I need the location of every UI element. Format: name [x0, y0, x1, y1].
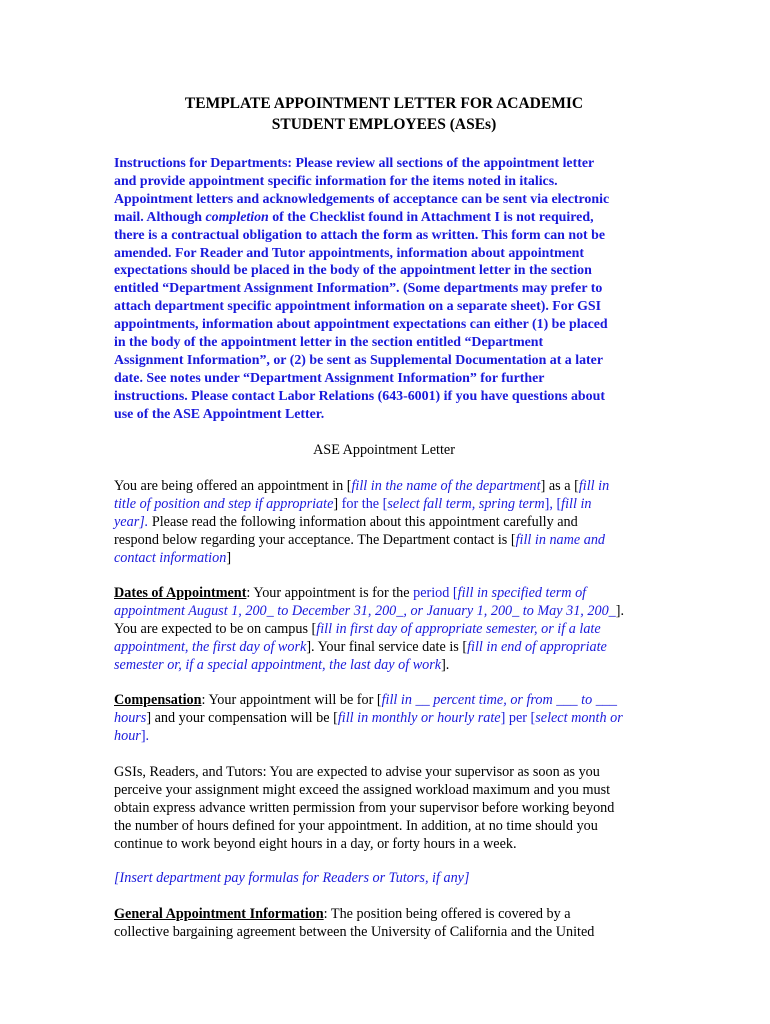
text: [ [379, 495, 388, 512]
pay-formulas-placeholder: [Insert department pay formulas for Readers or Tutors, if any] [114, 870, 470, 886]
letter-heading: ASE Appointment Letter [313, 442, 455, 458]
intro-line-4 [114, 532, 659, 550]
placeholder-year: year]. [114, 513, 149, 530]
placeholder-contact: fill in name and [515, 531, 606, 548]
text: for the [341, 495, 380, 512]
instr-line: attach department specific appointment information on a separate sheet). For GSI [114, 299, 602, 315]
instr-line: date. See notes under “Department Assignment Information” for further [114, 370, 545, 386]
text: You are being offered an appointment in [ [114, 478, 352, 494]
text: period [ [413, 585, 458, 601]
text: ] [333, 495, 342, 512]
dates-line-5 [114, 657, 659, 675]
gsi-readers-tutors-paragraph [114, 764, 659, 854]
dates-line-4 [114, 639, 659, 657]
instructions-for-departments [114, 155, 659, 424]
intro-line-3 [114, 514, 659, 532]
dates-line-3 [114, 621, 659, 639]
placeholder-department: fill in the name of the department [351, 478, 541, 494]
placeholder-hours: hours [114, 709, 147, 726]
instr-line: use of the ASE Appointment Letter. [114, 406, 325, 422]
intro-line-2 [114, 496, 659, 514]
instr-line: Assignment Information”, or (2) be sent as Supplemental Documentation at a later [114, 352, 603, 368]
instr-text: mail. Although [114, 209, 206, 225]
gsi-line: GSIs, Readers, and Tutors: You are expected to advise your supervisor as soon as you [114, 764, 600, 780]
instr-italic: completion [205, 209, 269, 225]
comp-line-1 [114, 692, 659, 710]
placeholder-position: fill in [578, 478, 610, 494]
section-heading: Dates of Appointment [114, 585, 247, 601]
section-heading: General Appointment Information [114, 906, 324, 922]
instr-line: appointments, information about appointment expectations can either (1) be placed [114, 317, 608, 333]
text: ]. [615, 602, 625, 619]
instr-line: expectations should be placed in the body of the appointment letter in the section [114, 263, 592, 279]
placeholder-rate: fill in monthly or hourly rate [337, 709, 501, 726]
section-heading: Compensation [114, 692, 202, 708]
text: : Your appointment will be for [ [201, 692, 382, 708]
text: You are expected to be on campus [ [114, 620, 317, 637]
placeholder-first-day: fill in first day of appropriate semester, or if a late [316, 620, 601, 637]
placeholder-end: semester or, if a special appointment, the last day of work [114, 656, 442, 673]
placeholder-term: fill in specified term of [457, 585, 587, 601]
intro-line-5 [114, 550, 659, 568]
placeholder-year: fill in [561, 495, 592, 512]
dates-of-appointment [114, 585, 659, 675]
gsi-line: perceive your assignment might exceed the assigned workload maximum and you must [114, 781, 611, 798]
document-title [114, 93, 654, 135]
instr-line: Appointment letters and acknowledgements of acceptance can be sent via electronic [114, 191, 610, 207]
placeholder-end: fill in end of appropriate [467, 638, 607, 655]
placeholder-first-day: appointment, the first day of work [114, 638, 307, 655]
gsi-line: continue to work beyond eight hours in a day, or forty hours in a week. [114, 835, 517, 852]
placeholder-position: title of position and step if appropriate [114, 495, 334, 512]
dates-line-2 [114, 603, 659, 621]
general-appointment-information [114, 906, 659, 942]
text: ]. Your final service date is [ [306, 638, 468, 655]
text: ], [ [544, 495, 562, 512]
placeholder-contact: contact information [114, 549, 227, 566]
placeholder-percent: fill in __ percent time, or from ___ to ___ [381, 692, 617, 708]
text: : Your appointment is for the [246, 585, 414, 601]
instr-line: entitled “Department Assignment Information”. (Some departments may prefer to [114, 281, 603, 297]
instr-line: amended. For Reader and Tutor appointments, information about appointment [114, 245, 585, 261]
instr-line: Instructions for Departments: Please review all sections of the appointment letter [114, 156, 595, 171]
title-line-2: STUDENT EMPLOYEES (ASEs) [271, 116, 497, 133]
comp-line-3 [114, 728, 659, 746]
gsi-line: obtain express advance written permission from your supervisor before working beyond [114, 799, 615, 816]
comp-line-2 [114, 710, 659, 728]
instr-line: instructions. Please contact Labor Relations (643-6001) if you have questions about [114, 388, 605, 404]
text: ] [226, 549, 232, 566]
text: ] as a [ [540, 478, 579, 494]
text: ]. [441, 656, 450, 673]
instr-line: in the body of the appointment letter in the section entitled “Department [114, 335, 544, 351]
text: Please read the following information about this appointment carefully and [148, 513, 578, 530]
text: respond below regarding your acceptance. The Department contact is [ [114, 531, 516, 548]
dates-line-1 [114, 585, 659, 603]
instr-line: and provide appointment specific information for the items noted in italics. [114, 173, 558, 189]
intro-paragraph [114, 478, 659, 568]
text: ] and your compensation will be [ [146, 709, 338, 726]
compensation-section [114, 692, 659, 746]
intro-line-1 [114, 478, 659, 496]
general-line-2: collective bargaining agreement between the University of California and the United [114, 923, 595, 940]
instr-text: of the Checklist found in Attachment I is not required, [268, 209, 594, 225]
instr-line: there is a contractual obligation to attach the form as written. This form can not be [114, 227, 606, 243]
text: : The position being offered is covered by a [323, 906, 571, 922]
text: ] per [ [500, 709, 536, 726]
title-line-1: TEMPLATE APPOINTMENT LETTER FOR ACADEMIC [184, 95, 584, 112]
placeholder-period: hour [114, 727, 141, 744]
instr-line [114, 209, 659, 227]
text: ]. [140, 727, 150, 744]
general-line-1 [114, 906, 659, 924]
placeholder-period: select month or [535, 709, 623, 726]
placeholder-term: select fall term, spring term [387, 495, 545, 512]
gsi-line: the number of hours defined for your appointment. In addition, at no time should you [114, 817, 598, 834]
placeholder-term: appointment August 1, 200_ to December 31, 200_, or January 1, 200_ to May 31, 200_ [114, 602, 616, 619]
